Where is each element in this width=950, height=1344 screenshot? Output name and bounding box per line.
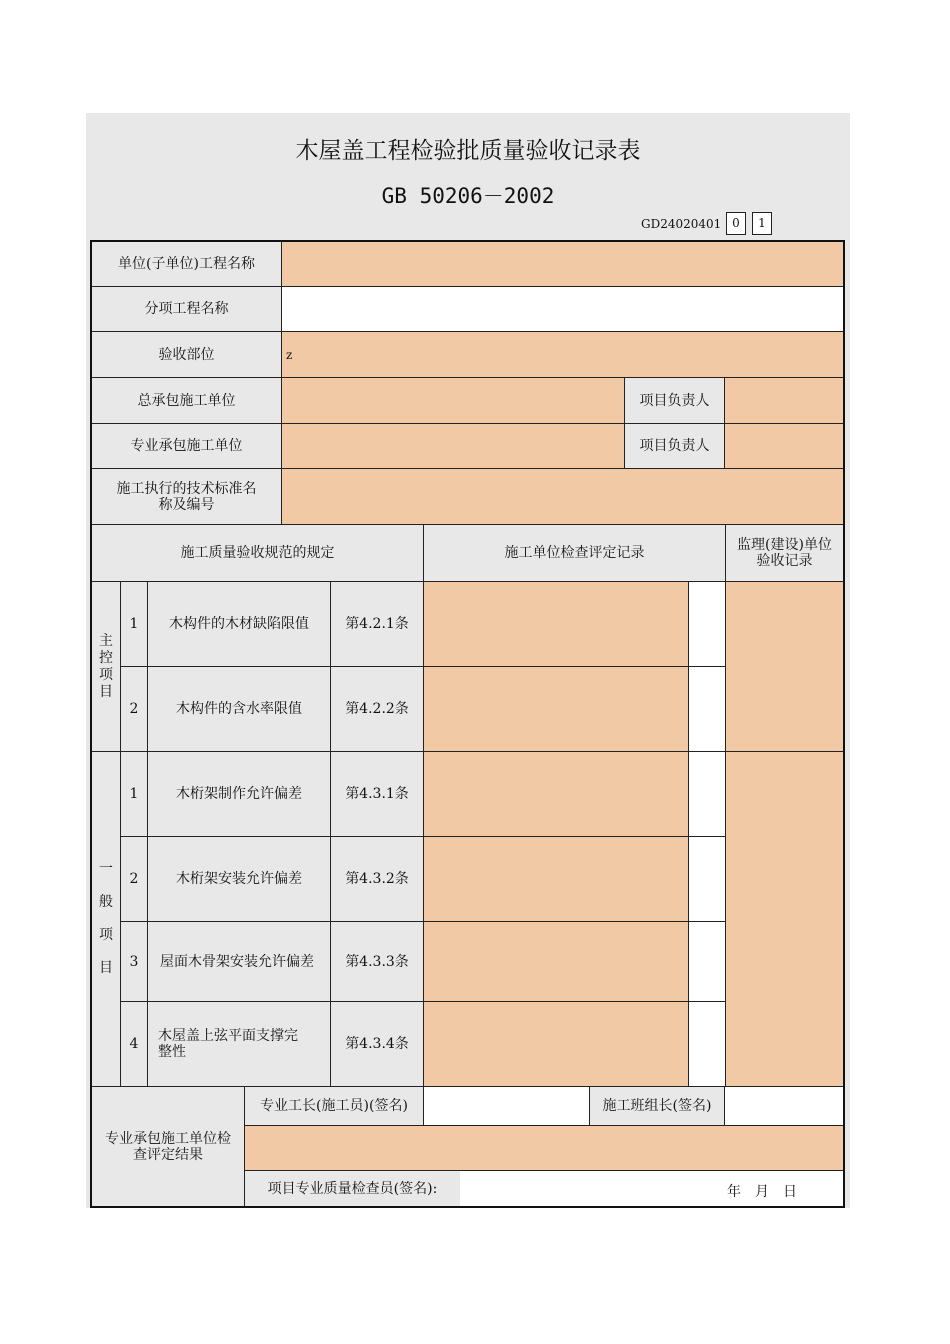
field-foreman-signature[interactable] <box>423 1086 590 1126</box>
general-item-4-clause: 第4.3.4条 <box>330 1001 424 1087</box>
general-item-4-no: 4 <box>120 1001 148 1087</box>
header-check-record: 施工单位检查评定记录 <box>423 524 726 582</box>
field-acceptance-part[interactable]: z <box>281 331 844 378</box>
label-tech-standard: 施工执行的技术标准名称及编号 <box>91 468 282 525</box>
form-title: 木屋盖工程检验批质量验收记录表 <box>295 138 641 164</box>
field-specialty-contractor[interactable] <box>281 423 625 469</box>
general-item-2-name: 木桁架安装允许偏差 <box>147 836 331 922</box>
general-item-4-record[interactable] <box>423 1001 689 1087</box>
field-result[interactable] <box>244 1125 844 1171</box>
main-item-1-record[interactable] <box>423 581 689 667</box>
general-item-4-name: 木屋盖上弦平面支撑完整性 <box>147 1001 331 1087</box>
form-code: GD24020401 <box>641 217 722 231</box>
general-item-1-no: 1 <box>120 751 148 837</box>
label-project-manager-1: 项目负责人 <box>624 377 725 424</box>
standard-code: GB 50206－2002 <box>381 184 555 208</box>
label-unit-project: 单位(子单位)工程名称 <box>91 241 282 287</box>
general-item-2-clause: 第4.3.2条 <box>330 836 424 922</box>
general-item-1-clause: 第4.3.1条 <box>330 751 424 837</box>
general-supervision-record[interactable] <box>725 751 844 1087</box>
general-item-3-name: 屋面木骨架安装允许偏差 <box>147 921 331 1002</box>
field-team-leader-signature[interactable] <box>724 1086 844 1126</box>
label-subproject: 分项工程名称 <box>91 286 282 332</box>
main-item-2-result[interactable] <box>688 666 726 752</box>
main-item-2-name: 木构件的含水率限值 <box>147 666 331 752</box>
general-item-2-record[interactable] <box>423 836 689 922</box>
field-general-contractor[interactable] <box>281 377 625 424</box>
field-subproject[interactable] <box>281 286 844 332</box>
field-project-manager-2[interactable] <box>724 423 844 469</box>
main-item-1-no: 1 <box>120 581 148 667</box>
section-general: 一般项目 <box>91 751 121 1087</box>
general-item-4-result[interactable] <box>688 1001 726 1087</box>
label-acceptance-part: 验收部位 <box>91 331 282 378</box>
general-item-2-result[interactable] <box>688 836 726 922</box>
main-item-2-no: 2 <box>120 666 148 752</box>
field-tech-standard[interactable] <box>281 468 844 525</box>
general-item-3-no: 3 <box>120 921 148 1002</box>
general-item-3-clause: 第4.3.3条 <box>330 921 424 1002</box>
main-supervision-record[interactable] <box>725 581 844 752</box>
general-item-1-result[interactable] <box>688 751 726 837</box>
field-project-manager-1[interactable] <box>724 377 844 424</box>
form-box-2: 1 <box>752 212 772 235</box>
general-item-3-result[interactable] <box>688 921 726 1002</box>
general-item-1-record[interactable] <box>423 751 689 837</box>
label-project-manager-2: 项目负责人 <box>624 423 725 469</box>
main-item-1-clause: 第4.2.1条 <box>330 581 424 667</box>
general-item-2-no: 2 <box>120 836 148 922</box>
general-item-1-name: 木桁架制作允许偏差 <box>147 751 331 837</box>
general-item-3-record[interactable] <box>423 921 689 1002</box>
label-inspector: 项目专业质量检查员(签名): <box>244 1170 461 1208</box>
header-supervision: 监理(建设)单位验收记录 <box>725 524 844 582</box>
header-spec: 施工质量验收规范的规定 <box>91 524 424 582</box>
label-team-leader: 施工班组长(签名) <box>589 1086 725 1126</box>
label-result: 专业承包施工单位检查评定结果 <box>91 1086 245 1208</box>
main-item-1-result[interactable] <box>688 581 726 667</box>
label-foreman: 专业工长(施工员)(签名) <box>244 1086 424 1126</box>
field-unit-project[interactable] <box>281 241 844 287</box>
main-item-2-record[interactable] <box>423 666 689 752</box>
main-item-2-clause: 第4.2.2条 <box>330 666 424 752</box>
form-box-1: 0 <box>726 212 746 235</box>
date-label: 年 月 日 <box>727 1184 797 1200</box>
main-item-1-name: 木构件的木材缺陷限值 <box>147 581 331 667</box>
section-main-control: 主控项目 <box>91 581 121 752</box>
label-specialty-contractor: 专业承包施工单位 <box>91 423 282 469</box>
label-general-contractor: 总承包施工单位 <box>91 377 282 424</box>
